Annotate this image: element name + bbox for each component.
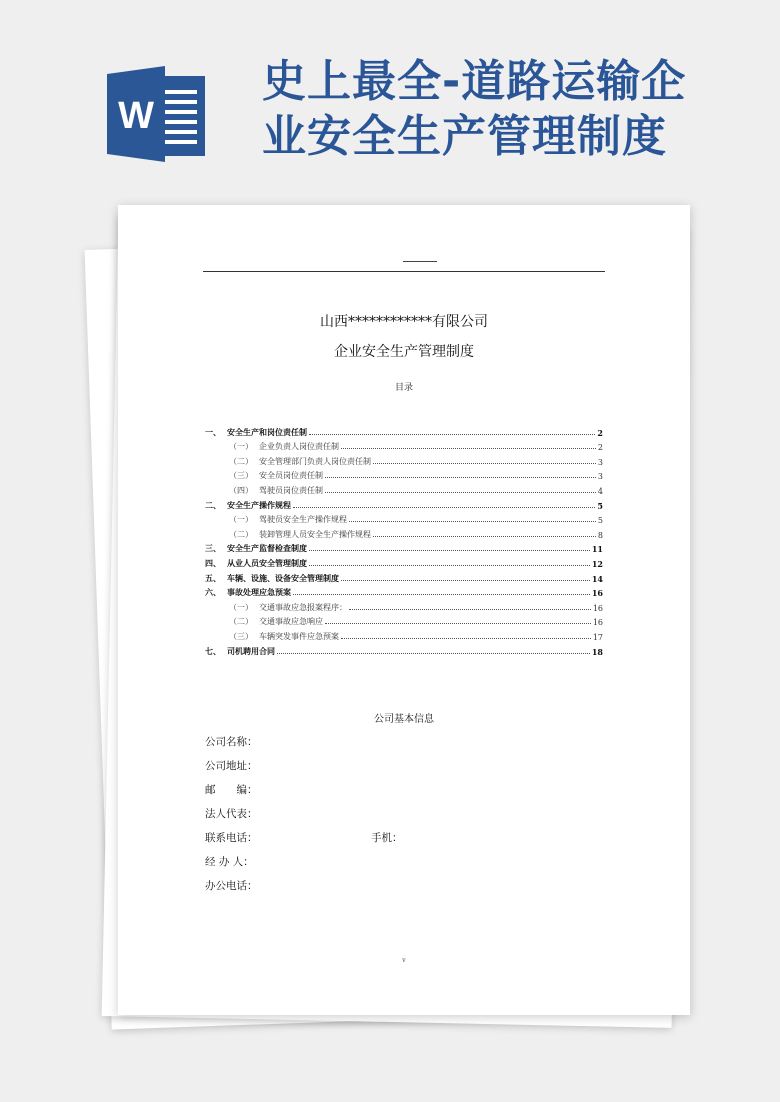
toc-entry-number: （三） — [229, 631, 253, 641]
toc-leader-dots — [341, 637, 591, 639]
toc-entry[interactable] — [205, 569, 603, 584]
table-of-contents — [205, 423, 603, 657]
toc-entry-text: 车辆、设施、设备安全管理制度 — [227, 572, 339, 583]
toc-entry-number: （一） — [229, 442, 253, 452]
toc-entry[interactable] — [205, 554, 603, 569]
toc-leader-dots — [349, 520, 596, 522]
header-rule — [203, 271, 605, 272]
toc-entry-page: 16 — [592, 603, 603, 613]
toc-entry-page: 2 — [597, 427, 603, 438]
toc-entry-number: （二） — [229, 529, 253, 539]
toc-entry-number: 六、 — [205, 587, 221, 598]
toc-entry[interactable] — [205, 613, 603, 628]
toc-leader-dots — [341, 447, 596, 449]
toc-entry-page: 16 — [592, 618, 603, 628]
toc-entry-page: 16 — [591, 588, 603, 599]
toc-entry[interactable] — [205, 540, 603, 555]
company-info-form — [205, 730, 625, 898]
toc-leader-dots — [293, 506, 595, 508]
info-label: 公司名称： — [205, 736, 258, 748]
page-title — [262, 54, 762, 164]
toc-entry-number: 二、 — [205, 499, 221, 510]
toc-entry-text: 车辆突发事件应急预案 — [259, 631, 339, 641]
toc-entry[interactable] — [205, 423, 603, 438]
toc-entry-number: （二） — [229, 456, 253, 466]
company-name: 山西************有限公司 — [320, 314, 488, 330]
toc-entry[interactable] — [205, 481, 603, 496]
toc-entry-page: 5 — [597, 516, 603, 526]
toc-entry-page: 5 — [597, 500, 603, 511]
info-row — [205, 754, 625, 778]
toc-leader-dots — [373, 462, 596, 464]
toc-leader-dots — [349, 608, 591, 610]
document-page — [118, 205, 690, 1015]
toc-entry-text: 驾驶员安全生产操作规程 — [259, 515, 347, 525]
toc-entry-number: 五、 — [205, 572, 221, 583]
toc-entry-text: 企业负责人岗位责任制 — [259, 442, 339, 452]
header — [0, 0, 780, 200]
toc-entry[interactable] — [205, 525, 603, 540]
toc-entry-number: （一） — [229, 602, 253, 612]
toc-leader-dots — [341, 579, 590, 581]
toc-entry[interactable] — [205, 438, 603, 453]
toc-entry-text: 安全生产和岗位责任制 — [227, 426, 307, 437]
toc-entry-number: 一、 — [205, 426, 221, 437]
info-row — [205, 778, 625, 802]
toc-leader-dots — [309, 433, 595, 435]
info-label: 法人代表： — [205, 808, 258, 820]
info-label: 联系电话： — [205, 832, 258, 844]
toc-entry-page: 18 — [591, 646, 603, 657]
toc-entry-text: 安全员岗位责任制 — [259, 471, 323, 481]
toc-entry-text: 从业人员安全管理制度 — [227, 557, 307, 568]
info-label-secondary: 手机： — [371, 832, 403, 844]
page-number: v — [402, 957, 406, 964]
toc-leader-dots — [373, 535, 596, 537]
document-title: 企业安全生产管理制度 — [334, 344, 474, 360]
info-row — [205, 874, 625, 898]
toc-entry[interactable] — [205, 584, 603, 599]
info-label: 公司地址： — [205, 760, 258, 772]
toc-entry-page: 8 — [597, 530, 603, 540]
info-row — [205, 802, 625, 826]
toc-entry[interactable] — [205, 511, 603, 526]
word-icon — [107, 66, 207, 162]
toc-entry-page: 3 — [597, 457, 603, 467]
toc-entry-number: （二） — [229, 617, 253, 627]
toc-entry-number: （四） — [229, 485, 253, 495]
toc-entry-page: 4 — [597, 486, 603, 496]
toc-entry-page: 17 — [592, 632, 603, 642]
title-line-1: 史上最全-道路运输企 — [262, 56, 687, 107]
toc-entry-page: 14 — [591, 573, 603, 584]
toc-entry[interactable] — [205, 452, 603, 467]
info-row — [205, 826, 625, 850]
toc-entry[interactable] — [205, 627, 603, 642]
toc-entry-page: 3 — [597, 472, 603, 482]
toc-entry-text: 装卸管理人员安全生产操作规程 — [259, 529, 371, 539]
header-short-rule — [403, 261, 437, 262]
toc-entry-number: （一） — [229, 515, 253, 525]
toc-entry-number: （三） — [229, 471, 253, 481]
toc-entry-page: 2 — [597, 443, 603, 453]
toc-entry-text: 司机聘用合同 — [227, 645, 275, 656]
toc-label: 目录 — [394, 383, 413, 393]
toc-entry-text: 安全生产监督检查制度 — [227, 543, 307, 554]
toc-entry-text: 安全生产操作规程 — [227, 499, 291, 510]
svg-text:W: W — [118, 95, 154, 137]
toc-entry-page: 12 — [591, 558, 603, 569]
toc-leader-dots — [325, 476, 596, 478]
toc-entry-text: 安全管理部门负责人岗位责任制 — [259, 456, 371, 466]
info-row — [205, 850, 625, 874]
info-label: 办公电话： — [205, 880, 258, 892]
toc-entry[interactable] — [205, 467, 603, 482]
toc-entry-page: 11 — [591, 544, 603, 555]
info-label: 经 办 人： — [205, 856, 254, 868]
toc-entry-text: 交通事故应急响应 — [259, 617, 323, 627]
toc-leader-dots — [325, 491, 596, 493]
toc-leader-dots — [325, 622, 591, 624]
toc-leader-dots — [293, 593, 590, 595]
toc-entry[interactable] — [205, 496, 603, 511]
info-title: 公司基本信息 — [374, 714, 434, 725]
toc-leader-dots — [309, 564, 590, 566]
info-row — [205, 730, 625, 754]
toc-leader-dots — [277, 652, 590, 654]
toc-entry-text: 事故处理应急预案 — [227, 587, 291, 598]
toc-leader-dots — [309, 549, 590, 551]
toc-entry-number: 四、 — [205, 557, 221, 568]
toc-entry-number: 七、 — [205, 645, 221, 656]
toc-entry-text: 驾驶员岗位责任制 — [259, 485, 323, 495]
title-line-2: 业安全生产管理制度 — [262, 111, 667, 162]
toc-entry[interactable] — [205, 598, 603, 613]
toc-entry-number: 三、 — [205, 543, 221, 554]
toc-entry-text: 交通事故应急报案程序： — [259, 602, 347, 612]
info-label: 邮 编： — [205, 784, 258, 796]
toc-entry[interactable] — [205, 642, 603, 657]
